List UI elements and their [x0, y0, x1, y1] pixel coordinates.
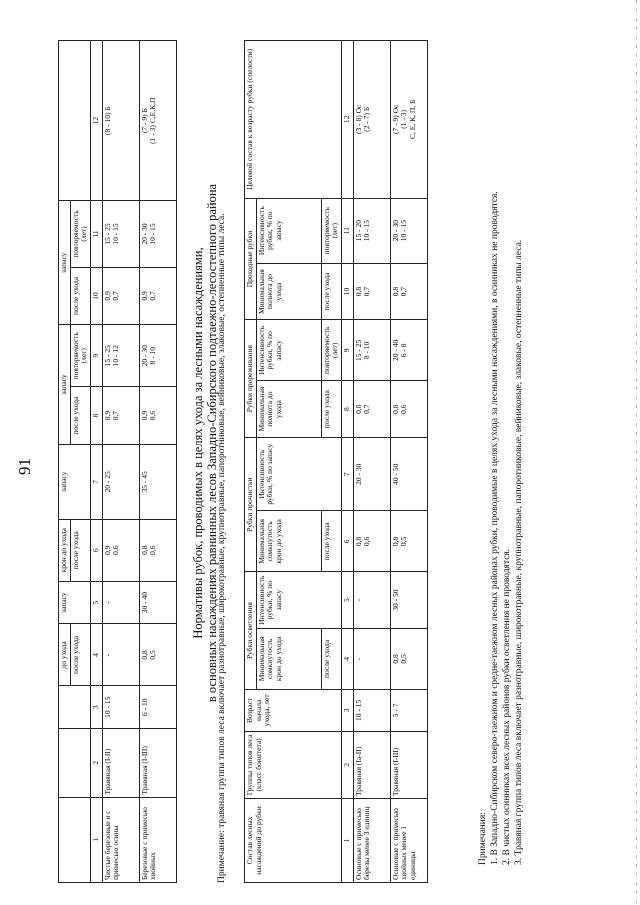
table-cell: 15 - 25 10 - 12	[102, 325, 139, 387]
table-cell: 30 - 50	[390, 572, 427, 629]
table-cell: 5 - 7	[390, 689, 427, 731]
header-row	[245, 41, 257, 883]
table-cell: Травяная (I-III)	[390, 731, 427, 798]
header-celevoy: Целевой состав к возрасту рубки (спелости)	[245, 41, 342, 199]
header-zapasu: запасу	[59, 325, 71, 445]
table-continuation	[58, 40, 177, 883]
column-number: 5	[341, 572, 353, 629]
table-cell: 0,9 0,7	[102, 267, 139, 325]
table-cell: -	[353, 628, 390, 689]
column-number: 5	[90, 581, 102, 624]
table-cell: -	[353, 572, 390, 629]
header-sostav: Состав лесных насаждений до рубки	[245, 799, 342, 883]
table-cell: 6 - 10	[139, 686, 176, 729]
table-cell: 35 - 45	[139, 444, 176, 519]
table-cell: 20 - 30 8 - 10	[139, 325, 176, 387]
header-intens: Интенсивность рубки, % по запасу	[256, 572, 341, 629]
header-povtor: повторяемость (лет)	[321, 198, 341, 263]
footnotes	[478, 5, 526, 865]
footnote-item: 1. В Западно-Сибирском северо-таежном и средне-таежном лесных районах рубки, проводимые в целях ухода за лесными насаждениями, в осинниках не проводятся.	[489, 191, 500, 865]
section-subtitle: в основных насаждениях равнинных лесов Западно-Сибирского подтаежно-лесостепного района	[205, 183, 219, 703]
table-cell: 30 - 40	[139, 581, 176, 624]
column-number: 3	[90, 686, 102, 729]
column-number: 4	[341, 628, 353, 689]
table-cell: 20 - 25	[102, 444, 139, 519]
header-min-somk: Минимальная сомкнутость крон до ухода	[256, 628, 321, 689]
table-cell: 10 - 15	[353, 689, 390, 731]
table-row	[139, 41, 176, 883]
header-zapasu: запасу	[59, 201, 71, 325]
table-cell: -	[102, 581, 139, 624]
table-cell: Травяная (I-III)	[139, 729, 176, 797]
table-cell: (8 - 10) Б	[102, 41, 139, 201]
column-number: 8	[341, 381, 353, 438]
header-gruppy: Группы типов леса (класс бонитета)	[245, 731, 342, 798]
footnote-item: 2. В чистых осинниках всех лесных районов рубки осветления не проводятся.	[501, 548, 512, 865]
header-posle: после ухода	[321, 628, 341, 689]
column-number: 11	[90, 201, 102, 267]
table-cell: 20 - 40 6 - 8	[390, 320, 427, 381]
header-povtor: повторяемость (лет)	[70, 201, 90, 267]
header-kron: крон до ухода	[59, 519, 71, 581]
page-number: 91	[15, 458, 34, 475]
table-cell: 20 - 30 10 - 15	[139, 201, 176, 267]
column-number: 10	[90, 267, 102, 325]
header-posle: после ухода	[70, 624, 90, 686]
table-cell: 0,8 0,5	[390, 628, 427, 689]
table-cell: (7 - 9) Б (1 - 3) С,Е,К,П	[139, 41, 176, 201]
table-cell: Травяная (Iа-II)	[353, 731, 390, 798]
table-note: Примечание: травяная группа типов леса включает разнотравные, широкотравные, крупнотравные, папоротниковые, вейниковые, злаковые, остепненные типы леса.	[217, 213, 227, 883]
table-row	[102, 41, 139, 883]
header-povtor: повторяемость (лет)	[70, 325, 90, 387]
table-cell: (3 - 8) Ос (2 - 7) Б	[353, 41, 390, 199]
header-do-uhoda: до ухода	[59, 624, 71, 686]
header-vozrast: Возраст начала ухода, лет	[245, 689, 342, 731]
table-cell: 20 - 30 10 - 15	[390, 198, 427, 263]
column-number: 9	[90, 325, 102, 387]
header-posle: после ухода	[321, 381, 341, 438]
table-cell: Осиновые с примесью березы менее 3 единиц	[353, 799, 390, 883]
column-numbers-row	[90, 41, 102, 883]
column-number: 9	[341, 320, 353, 381]
table-cell: Травяная (I-II)	[102, 729, 139, 797]
table-cell: 15 - 25 10 - 15	[102, 201, 139, 267]
column-number: 8	[90, 387, 102, 445]
page-edge-marks	[636, 0, 637, 905]
header-min-poln: Минимальная полнота до ухода	[256, 381, 321, 438]
header-posle: после ухода	[70, 519, 90, 581]
column-number: 6	[341, 511, 353, 572]
table-norms	[244, 40, 428, 883]
column-number: 4	[90, 624, 102, 686]
header-intens: Интенсивность рубки, % по запасу	[256, 437, 341, 510]
table-cell: Березовые с примесью хвойных	[139, 797, 176, 882]
footnotes-title: Примечания:	[478, 812, 488, 865]
column-number: 2	[90, 729, 102, 797]
column-number: 1	[341, 799, 353, 883]
table-cell: Чистые березовые и с примесью осины	[102, 797, 139, 882]
header-posle: после ухода	[70, 387, 90, 445]
header-posle: после ухода	[70, 267, 90, 325]
column-number: 7	[341, 437, 353, 510]
header-posle: после ухода	[321, 511, 341, 572]
table-cell: 0,8 0,6	[353, 511, 390, 572]
header-prochistki: Рубки прочистки	[245, 437, 257, 571]
column-number: 6	[90, 519, 102, 581]
table-row	[390, 41, 427, 883]
footnote-item: 3. Травяная группа типов леса включает разнотравные, широкотравные, крупнотравные, папоротниковые, вейниковые, злаковые, остепненные типы леса.	[513, 239, 524, 865]
table-cell: 0,8 0,7	[353, 381, 390, 438]
header-zapasu: запасу	[59, 444, 91, 519]
column-number: 7	[90, 444, 102, 519]
column-number: 10	[341, 263, 353, 320]
table-cell: -	[102, 624, 139, 686]
header-zapasu: запасу	[59, 581, 91, 624]
table-cell: 15 - 25 8 - 10	[353, 320, 390, 381]
column-number: 1	[90, 797, 102, 882]
section-title: Нормативы рубок, проводимых в целях ухода за лесными насаждениями,	[191, 247, 205, 639]
header-row	[59, 41, 71, 883]
table-cell: 0,8 0,5	[139, 624, 176, 686]
table-cell: Осиновые с примесью хвойных менее 1 единицы	[390, 799, 427, 883]
header-min-poln: Минимальная полнота до ухода	[256, 263, 321, 320]
header-prorezh: Рубки прореживания	[245, 320, 257, 438]
table-cell: 40 - 50	[390, 437, 427, 510]
table-cell: 0,9 0,7	[139, 267, 176, 325]
header-osvetl: Рубки осветления	[245, 572, 257, 690]
table-cell: (7 - 9) Ос (1 - 3) С, Е, К, П, Б	[390, 41, 427, 199]
table-cell: 15 - 20 10 - 15	[353, 198, 390, 263]
table-cell: 0,9 0,6	[139, 387, 176, 445]
header-prohodnye: Проходные рубки	[245, 198, 257, 320]
table-cell: 0,9 0,7	[102, 387, 139, 445]
column-number: 3	[341, 689, 353, 731]
table-cell: 0,9 0,6	[102, 519, 139, 581]
column-number: 12	[90, 41, 102, 201]
header-min-somk: Минимальная сомкнутость крон до ухода	[256, 511, 321, 572]
table-cell: 0,8 0,7	[390, 263, 427, 320]
table-cell: 0,8 0,6	[139, 519, 176, 581]
header-povtor: повторяемость (лет)	[321, 320, 341, 381]
header-posle: после ухода	[321, 263, 341, 320]
table-cell: 10 - 15	[102, 686, 139, 729]
table-cell: 0,8 0,5	[390, 511, 427, 572]
column-number: 2	[341, 731, 353, 798]
header-intens: Интенсивность рубки, % по запасу	[256, 320, 321, 381]
table-cell: 20 - 30	[353, 437, 390, 510]
column-number: 12	[341, 41, 353, 199]
table-cell: 0,8 0,6	[390, 381, 427, 438]
table-cell: 0,8 0,7	[353, 263, 390, 320]
column-number: 11	[341, 198, 353, 263]
header-intens: Интенсивность рубки, % по запасу	[256, 198, 321, 263]
column-numbers-row	[341, 41, 353, 883]
table-row	[353, 41, 390, 883]
